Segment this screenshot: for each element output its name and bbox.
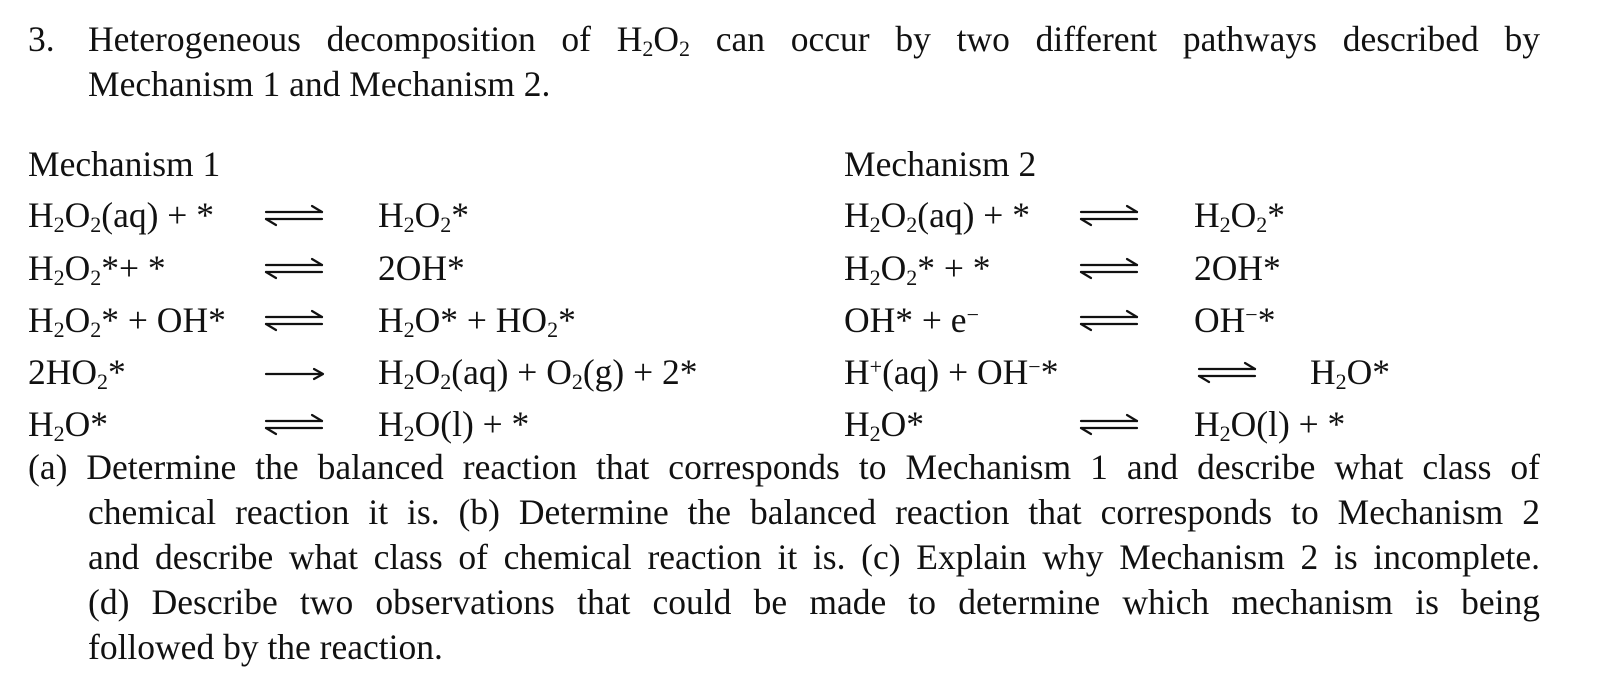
question-intro-line-2: Mechanism 1 and Mechanism 2. xyxy=(88,64,551,104)
mechanism-1-step-5-lhs: $H_2O*$ xyxy=(28,404,109,446)
mechanism-1-step-2-rhs: 2OH* xyxy=(378,248,465,288)
mechanism-1-step-1-rhs: $H_2O_2*$ xyxy=(378,195,470,237)
equilibrium-arrow-icon xyxy=(264,258,326,278)
mechanism-2-step-3-lhs: OH* + e− xyxy=(844,300,979,340)
equilibrium-arrow-icon xyxy=(1079,414,1141,434)
equilibrium-arrow-icon xyxy=(1197,362,1259,382)
equilibrium-arrow-icon xyxy=(264,205,326,225)
mechanism-2-step-4-rhs: $H_2O*$ xyxy=(1310,352,1391,394)
mechanism-2-title: Mechanism 2 xyxy=(844,144,1037,184)
mechanism-2-step-1-lhs: $H_2O_2(aq)$ + * xyxy=(844,195,1030,237)
mechanism-2-step-3-rhs: OH−* xyxy=(1194,300,1276,340)
equilibrium-arrow-icon xyxy=(264,414,326,434)
mechanism-2-step-1-rhs: $H_2O_2*$ xyxy=(1194,195,1286,237)
prompt-line-1: (a) Determine the balanced reaction that corresponds to Mechanism 1 and describe what class of xyxy=(28,447,1540,487)
mechanism-1-step-3-rhs: $H_2O* + HO_2*$ xyxy=(378,300,576,342)
equilibrium-arrow-icon xyxy=(264,310,326,330)
mechanism-2-step-2-rhs: 2OH* xyxy=(1194,248,1281,288)
mechanism-1-step-4-rhs: $H_2O_2(aq) + O_2(g) + 2*$ xyxy=(378,352,698,394)
mechanism-1-step-3-lhs: $H_2O_2* + OH*$ xyxy=(28,300,226,342)
question-intro-line-1: Heterogeneous decomposition of $H_2O_2$ can occur by two different pathways described by xyxy=(88,19,1540,61)
mechanism-2-step-4-lhs: H+(aq) + OH−* xyxy=(844,352,1059,392)
mechanism-1-step-2-lhs: $H_2O_2*+$ * xyxy=(28,248,166,290)
mechanism-1-step-5-rhs: $H_2O(l)$ + * xyxy=(378,404,530,446)
mechanism-1-title: Mechanism 1 xyxy=(28,144,221,184)
equilibrium-arrow-icon xyxy=(1079,258,1141,278)
equilibrium-arrow-icon xyxy=(1079,310,1141,330)
prompt-line-3: and describe what class of chemical reaction it is. (c) Explain why Mechanism 2 is incomplete. xyxy=(88,537,1540,577)
prompt-line-5: followed by the reaction. xyxy=(88,627,443,667)
mechanism-2-step-5-rhs: $H_2O(l)$ + * xyxy=(1194,404,1346,446)
prompt-line-2: chemical reaction it is. (b) Determine the balanced reaction that corresponds to Mechanism 2 xyxy=(88,492,1540,532)
prompt-line-4: (d) Describe two observations that could be made to determine which mechanism is being xyxy=(88,582,1540,622)
question-number: 3. xyxy=(28,19,55,59)
mechanism-2-step-5-lhs: $H_2O*$ xyxy=(844,404,925,446)
mechanism-1-step-4-lhs: $2HO_2*$ xyxy=(28,352,126,394)
equilibrium-arrow-icon xyxy=(1079,205,1141,225)
mechanism-2-step-2-lhs: $H_2O_2*$ + * xyxy=(844,248,991,290)
mechanism-1-step-1-lhs: $H_2O_2(aq)$ + * xyxy=(28,195,214,237)
forward-arrow-icon xyxy=(264,362,326,382)
